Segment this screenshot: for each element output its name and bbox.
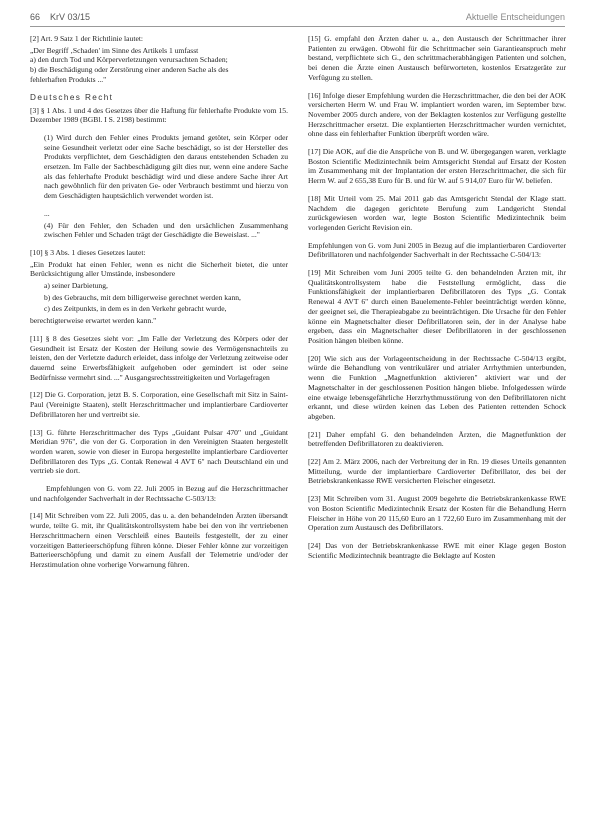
para-21: [21] Daher empfahl G. den behandelnden Ärzten, die Magnetfunktion der betreffenden Defibrillatoren zu deaktivieren. xyxy=(308,429,566,449)
para-2-line-1: [2] Art. 9 Satz 1 der Richtlinie lautet: xyxy=(30,34,144,43)
page-number-journal xyxy=(30,12,90,22)
para-11: [11] § 8 des Gesetzes sieht vor: „Im Falle der Verletzung des Körpers oder der Gesundheit ist Ersatz der Kosten der Heilung sowie des Vermögensnachteils zu leisten, den der Verletzte dadurch erleidet, dass infolge der Verletzung zeitweise oder dauernd seine Erwerbsfähigkeit aufgehoben oder gemindert ist oder seine Bedürfnisse vermehrt sind. ..." Ausgangsrechtsstreitigkeiten und Vorlagefragen xyxy=(30,333,289,382)
para-13b: Empfehlungen von G. vom 22. Juli 2005 in Bezug auf die Herzschrittmacher und nachfolgender Sachverhalt in der Rechtssache C-503/13: xyxy=(30,484,288,503)
page-header xyxy=(30,12,565,24)
para-22: [22] Am 2. März 2006, nach der Verbreitung der in Rn. 19 dieses Urteils genannten Mitteilung, wurde der implantierbare Cardioverter Defibrillator, des bei der Betriebskrankenkasse RWE versicherten Fleischer eingesetzt. xyxy=(308,457,566,486)
para-2-line-2: „Der Begriff ‚Schaden' im Sinne des Artikels 1 umfasst xyxy=(30,45,199,55)
para-18b: Empfehlungen von G. vom Juni 2005 in Bezug auf die implantierbaren Cardioverter Defibrillatoren und nachfolgender Sachverhalt in der Rechtssache C-504/13: xyxy=(308,240,566,260)
quote-para-4: (4) Für den Fehler, den Schaden und den ursächlichen Zusammenhang zwischen Fehler und Schaden trägt der Geschädigte die Beweislast. ..." xyxy=(44,220,288,240)
right-column xyxy=(308,34,566,568)
para-2-line-3: a) den durch Tod und Körperverletzungen verursachten Schaden; xyxy=(30,55,228,65)
para-10-item-b: b) des Gebrauchs, mit dem billigerweise gerechnet werden kann, xyxy=(44,292,241,302)
journal-name: KrV 03/15 xyxy=(50,12,91,22)
para-24: [24] Das von der Betriebskrankenkasse RWE mit einer Klage gegen Boston Scientific Medizintechnik beantragte die Beklagte auf Kosten xyxy=(308,540,566,560)
para-2-line-5: fehlerhaften Produkts ..." xyxy=(30,74,107,84)
para-15: [15] G. empfahl den Ärzten daher u. a., den Austausch der Schrittmacher ihrer Patienten zu erwägen. Obwohl für die Schrittmacher sein Garantieanspruch mehr bestand, verpflichtete sich G., den schrittmacherabhängigen Patienten und solchen, bei denen die Ärzte einen Austausch befürworteten, kostenlos Ersatzgeräte zur Verfügung zu stellen. xyxy=(308,34,566,82)
para-10-intro: [10] § 3 Abs. 1 dieses Gesetzes lautet: xyxy=(30,247,146,257)
para-3: [3] § 1 Abs. 1 und 4 des Gesetzes über die Haftung für fehlerhafte Produkte vom 15. Dezember 1989 (BGBl. I S. 2198) bestimmt: xyxy=(30,105,288,125)
para-10-item-a: a) seiner Darbietung, xyxy=(44,281,108,291)
para-17: [17] Die AOK, auf die die Ansprüche von B. und W. übergegangen waren, verklagte Boston Scientific Medizintechnik beim Amtsgericht Stendal auf Ersatz der Kosten im Zusammenhang mit der Implantation der ersten Herzschrittmacher, die sich für Herrn W. auf 2 655,38 Euro für B. und für W. auf 5 914,07 Euro für W. beliefen. xyxy=(308,147,566,186)
quote-para-1: (1) Wird durch den Fehler eines Produkts jemand getötet, sein Körper oder seine Gesundheit verletzt oder eine Sache beschädigt, so ist der Hersteller des Produkts verpflichtet, dem Geschädigten den daraus entstehenden Schaden zu ersetzen. Im Falle der Sachbeschädigung gilt dies nur, wenn eine andere Sache als das fehlerhafte Produkt beschädigt wird und diese andere Sache ihrer Art nach gewöhnlich für den privaten Ge- oder Verbrauch bestimmt und hierzu von dem Geschädigten hauptsächlich verwendet worden ist. xyxy=(44,132,288,201)
para-10-item-c: c) des Zeitpunkts, in dem es in den Verkehr gebracht wurde, xyxy=(44,304,227,314)
page-number: 66 xyxy=(30,12,41,22)
section-heading-deutsches-recht: Deutsches Recht xyxy=(30,92,114,102)
para-20: [20] Wie sich aus der Vorlageentscheidung in der Rechtssache C-504/13 ergibt, würde die Behandlung von ventrikulärer und atrialer Arrhythmien unterbunden, wenn die Funktion „Magnetfunktion aktivieren" aktiviert war und der Magnetschalter in der geschlossenen Position hängen bliebe. Infolgedessen würde eine etwaige lebensgefährliche Herzrhythmusstörung von den Defibrillatoren nicht erkannt, und diese würden keinen das Leben des Patienten rettenden Schock abgeben. xyxy=(308,353,566,421)
section-title: Aktuelle Entscheidungen xyxy=(465,12,565,22)
para-18: [18] Mit Urteil vom 25. Mai 2011 gab das Amtsgericht Stendal der Klage statt. Nachdem die dagegen gerichtete Berufung zum Landgericht Stendal zurückgewiesen worden war, legte Boston Scientific Medizintechnik beim vorlegenden Gericht Revision ein. xyxy=(308,193,566,232)
para-10-quote: „Ein Produkt hat einen Fehler, wenn es nicht die Sicherheit bietet, die unter Berücksichtigung aller Umstände, insbesondere xyxy=(30,259,288,279)
para-16: [16] Infolge dieser Empfehlung wurden die Herzschrittmacher, die den bei der AOK versicherten Herrn W. und Frau W. implantiert worden waren, im September bzw. November 2005 durch andere, von der Beklagten kostenlos zur Verfügung gestellte Herzschrittmacher ersetzt. Die explantierten Herzschrittmacher wurden vernichtet, ohne dass ein fehlerhafter Funktion überprüft worden wäre. xyxy=(308,90,566,139)
para-10-end: berechtigterweise erwartet werden kann." xyxy=(30,316,157,326)
para-23: [23] Mit Schreiben vom 31. August 2009 begehrte die Betriebskrankenkasse RWE von Boston Scientific Medizintechnik Ersatz der Kosten für die Behandlung Herrn Fleischer in Höhe von 20 115,60 Euro an 1 722,60 Euro im Zusammenhang mit der Operation zum Austausch des Defibrillators. xyxy=(308,494,566,533)
ellipsis: ... xyxy=(44,208,50,218)
left-column xyxy=(30,34,288,578)
para-2-line-4: b) die Beschädigung oder Zerstörung einer anderen Sache als des xyxy=(30,65,229,75)
para-19: [19] Mit Schreiben vom Juni 2005 teilte G. den behandelnden Ärzten mit, ihr Qualitätskontrollsystem habe die Feststellung ermöglicht, dass die Funktionsfähigkeit der implantierbaren Defibrillatoren des Typs „G. Contak Renewal 4 AVT 6" durch einen Bauelemente-Fehler beeinträchtigt werden könne, der geeignet sei, die Therapieabgabe zu beeinträchtigen. Die Ursache für den Fehler könne ein Magnetschalter dieser Defibrillatoren sein, der in der Analyse habe ergeben, dass ein Magnetschalter dieser Defibrillatoren in der geschlossenen Position hängen bleiben könne. xyxy=(308,268,566,345)
para-13: [13] G. führte Herzschrittmacher des Typs „Guidant Pulsar 470" und „Guidant Meridian 976", die von der G. Corporation in den Vereinigten Staaten hergestellt worden waren, sowie von dieser in Europa hergestellte implantierbare Cardioverter Defibrillatoren des Typs „G. Contak Renewal 4 AVT 6" nach Deutschland ein und vertrieb sie dort. xyxy=(30,427,288,476)
para-14: [14] Mit Schreiben vom 22. Juli 2005, das u. a. den behandelnden Ärzten übersandt wurde, teilte G. mit, ihr Qualitätskontrollsystem habe bei den von ihr vertriebenen Herzschrittmachern einen Verschleiß eines Bauteils festgestellt, der zu einer vorzeitigen Batterieerschöpfung führen könne. Dieser Fehler könne zur vorzeitigen Batterieerschöpfung und damit zu einem Ausfall der Telemetrie und/oder der Herzstimulation ohne vorherige Vorwarnung führen. xyxy=(30,511,288,569)
header-rule xyxy=(30,26,565,27)
para-12: [12] Die G. Corporation, jetzt B. S. Corporation, eine Gesellschaft mit Sitz in Saint-Paul (Vereinigte Staaten), stellt Herzschrittmacher und implantierbare Cardioverter Defibrillatoren her und vertreibt sie. xyxy=(30,390,288,419)
